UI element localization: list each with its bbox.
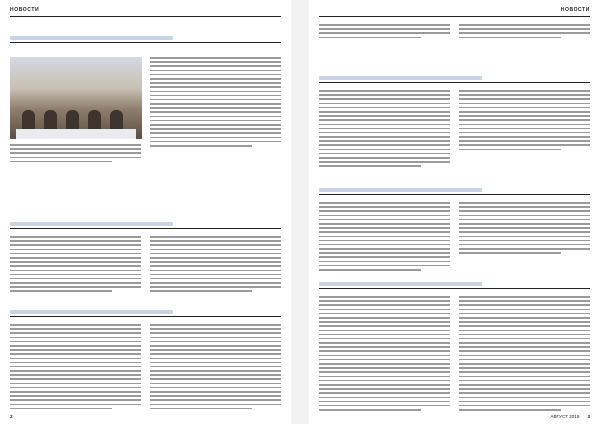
article-2-heading xyxy=(10,222,281,229)
article-3-text-column-2 xyxy=(150,324,281,412)
article-2-text-column-1 xyxy=(10,236,141,295)
left-page xyxy=(0,0,291,424)
continued-text-column-2 xyxy=(459,24,590,41)
article-1-heading xyxy=(10,36,281,43)
right-page xyxy=(309,0,600,424)
issue-date: АВГУСТ 2019 xyxy=(550,414,580,419)
continued-text-column-1 xyxy=(319,24,450,41)
article-5-text-column-1 xyxy=(319,202,450,273)
conference-photo xyxy=(10,57,142,139)
page-number-right: 3 xyxy=(587,414,590,419)
article-2-text-column-2 xyxy=(150,236,281,295)
article-1-text-column-2 xyxy=(150,57,281,149)
gutter xyxy=(291,0,309,424)
article-3-text-column-1 xyxy=(10,324,141,412)
article-6-text-column-2 xyxy=(459,296,590,413)
article-5-heading xyxy=(319,188,590,195)
article-3-heading xyxy=(10,310,281,317)
section-rubric-left: НОВОСТИ xyxy=(10,7,40,13)
article-4-text-column-2 xyxy=(459,90,590,153)
page-number-left: 2 xyxy=(10,414,13,419)
article-6-text-column-1 xyxy=(319,296,450,413)
top-rule-right xyxy=(319,16,590,17)
top-rule-left xyxy=(10,16,281,17)
page-footer-right xyxy=(550,414,590,419)
article-6-heading xyxy=(319,282,590,289)
article-4-heading xyxy=(319,76,590,83)
section-rubric-right: НОВОСТИ xyxy=(560,7,590,13)
article-1-text-column-1 xyxy=(10,144,141,165)
article-4-text-column-1 xyxy=(319,90,450,170)
article-5-text-column-2 xyxy=(459,202,590,256)
